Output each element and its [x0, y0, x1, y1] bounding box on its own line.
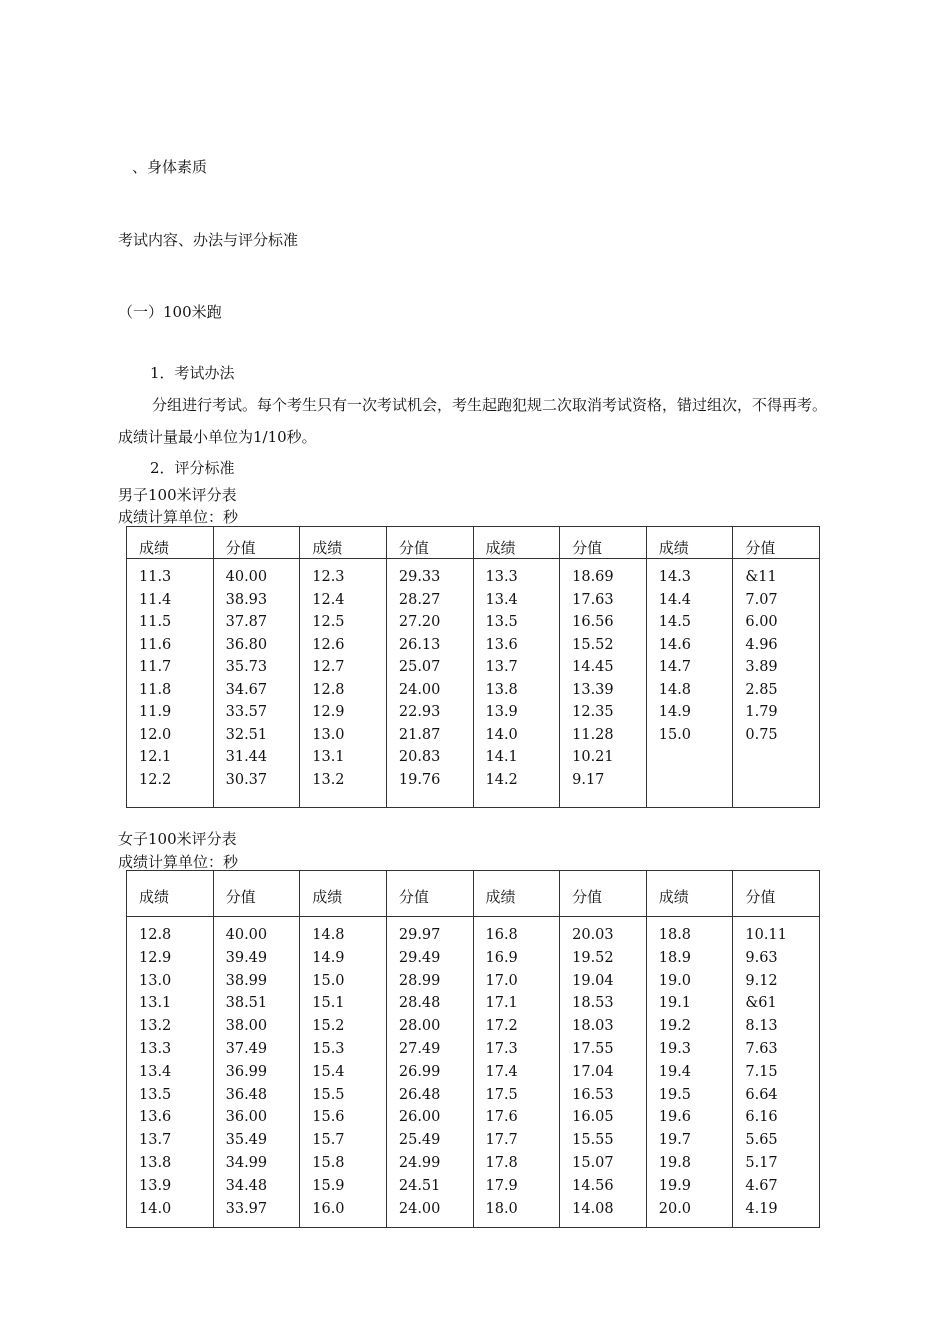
table-cell-value: 14.8 [312, 927, 345, 943]
table-cell-value: 3.89 [745, 659, 778, 675]
table-cell-value: 34.48 [225, 1177, 268, 1194]
header-cell: 成绩 [300, 527, 387, 559]
points-column [386, 559, 473, 808]
table-cell-value: 19.04 [572, 972, 614, 989]
table-cell-value: 13.4 [485, 591, 518, 608]
score-column [127, 917, 214, 1228]
table-cell-value: 5.65 [745, 1132, 778, 1149]
men-data-row [127, 559, 820, 808]
score-column [473, 559, 560, 808]
score-column [646, 917, 733, 1228]
table-cell-value: 28.48 [398, 995, 441, 1012]
table-cell-value: 12.9 [312, 704, 345, 720]
table-cell-value: 27.20 [398, 614, 441, 630]
table-cell-value: 11.5 [139, 614, 172, 630]
table-cell-value: 7.07 [745, 591, 778, 608]
table-cell-value: 13.2 [139, 1018, 172, 1035]
table-cell-value: 17.2 [485, 1018, 518, 1035]
table-cell-value: 14.08 [572, 1200, 614, 1217]
table-cell-value: 13.1 [139, 995, 172, 1012]
table-cell-value: 37.87 [225, 614, 268, 630]
header-cell: 分值 [733, 527, 820, 559]
score-column [300, 559, 387, 808]
table-cell-value: 13.9 [139, 1177, 172, 1194]
table-cell-value: 12.4 [312, 591, 345, 608]
women-unit: 成绩计算单位：秒 [118, 853, 239, 871]
table-cell-value: 13.0 [139, 972, 172, 989]
table-cell-value: 17.9 [485, 1177, 518, 1194]
table-cell-value: 34.67 [225, 681, 268, 698]
points-column [560, 917, 647, 1228]
table-cell-value: 38.00 [225, 1018, 268, 1035]
table-cell-value: 36.80 [225, 636, 268, 653]
table-cell-value: 12.3 [312, 569, 345, 585]
table-cell-value: 12.35 [572, 704, 614, 720]
table-cell-value: 12.6 [312, 636, 345, 653]
table-cell-value: 20.03 [572, 927, 614, 943]
table-cell-value: 13.2 [312, 771, 345, 788]
table-cell-value: 36.00 [225, 1109, 268, 1126]
table-cell-value: 13.4 [139, 1063, 172, 1080]
table-cell-value: 12.8 [139, 927, 172, 943]
women-table-title: 女子100米评分表 [118, 830, 237, 848]
table-cell-value: 14.1 [485, 749, 518, 765]
table-cell-value: 14.4 [658, 591, 692, 608]
points-column [213, 559, 300, 808]
table-cell-value: 17.04 [572, 1063, 614, 1080]
header-cell: 分值 [386, 527, 473, 559]
points-column [386, 917, 473, 1228]
header-cell: 成绩 [127, 871, 214, 917]
table-cell-value: 24.00 [398, 681, 441, 698]
table-cell-value: &11 [745, 569, 777, 585]
table-cell-value: 11.28 [572, 726, 614, 743]
score-column [473, 917, 560, 1228]
table-cell-value: 12.5 [312, 614, 345, 630]
table-cell-value: 11.7 [139, 659, 172, 675]
table-cell-value: 15.0 [312, 972, 345, 989]
header-cell: 分值 [733, 871, 820, 917]
table-cell-value: 24.99 [398, 1154, 441, 1171]
method-heading: 1．考试办法 [150, 364, 235, 382]
table-cell-value: 6.00 [745, 614, 778, 630]
table-cell-value: 9.17 [572, 771, 605, 788]
header-cell: 成绩 [473, 871, 560, 917]
header-cell: 成绩 [300, 871, 387, 917]
table-cell-value: 12.7 [312, 659, 345, 675]
table-cell-value: 15.9 [312, 1177, 345, 1194]
table-cell-value: 5.17 [745, 1154, 778, 1171]
table-cell-value: 2.85 [745, 681, 778, 698]
table-cell-value: 14.7 [658, 659, 692, 675]
table-cell-value: 12.9 [139, 949, 172, 966]
table-cell-value: 19.0 [658, 972, 692, 989]
points-column [733, 917, 820, 1228]
header-cell: 成绩 [127, 527, 214, 559]
table-cell-value: 19.2 [658, 1018, 692, 1035]
table-cell-value: 14.0 [139, 1200, 172, 1217]
header-cell: 成绩 [646, 527, 733, 559]
table-cell-value: 17.7 [485, 1132, 518, 1149]
table-cell-value: 17.5 [485, 1086, 518, 1103]
table-cell-value: 1.79 [745, 704, 778, 720]
table-cell-value: 11.9 [139, 704, 172, 720]
table-cell-value: 10.21 [572, 749, 614, 765]
table-cell-value: 14.8 [658, 681, 692, 698]
table-cell-value: 30.37 [225, 771, 268, 788]
table-cell-value: 14.6 [658, 636, 692, 653]
table-cell-value: 14.9 [312, 949, 345, 966]
table-cell-value: 18.53 [572, 995, 614, 1012]
table-cell-value: 15.4 [312, 1063, 345, 1080]
table-cell-value: 24.51 [398, 1177, 441, 1194]
table-cell-value: 28.27 [398, 591, 441, 608]
method-text: 分组进行考试。每个考生只有一次考试机会，考生起跑犯规二次取消考试资格，错过组次，不得再考。成绩计量最小单位为1/10秒。 [118, 396, 828, 446]
table-cell-value: 19.9 [658, 1177, 692, 1194]
table-cell-value: 18.8 [658, 927, 692, 943]
table-cell-value: 19.76 [398, 771, 441, 788]
score-column [646, 559, 733, 808]
table-cell-value: 13.9 [485, 704, 518, 720]
points-column [733, 559, 820, 808]
table-cell-value: 13.6 [139, 1109, 172, 1126]
table-cell-value: 13.1 [312, 749, 345, 765]
men-table-title: 男子100米评分表 [118, 486, 237, 504]
table-cell-value: 11.3 [139, 569, 172, 585]
table-cell-value: 28.99 [398, 972, 441, 989]
table-cell-value: 34.99 [225, 1154, 268, 1171]
table-cell-value: 17.55 [572, 1040, 614, 1057]
table-cell-value: &61 [745, 995, 777, 1012]
table-cell-value: 11.8 [139, 681, 172, 698]
table-cell-value: 15.55 [572, 1132, 614, 1149]
score-column [300, 917, 387, 1228]
table-cell-value: 33.97 [225, 1200, 268, 1217]
table-cell-value: 13.3 [139, 1040, 172, 1057]
table-cell-value: 40.00 [225, 927, 268, 943]
table-cell-value: 19.5 [658, 1086, 692, 1103]
table-cell-value: 38.93 [225, 591, 268, 608]
table-cell-value: 15.0 [658, 726, 692, 743]
table-cell-value: 14.3 [658, 569, 692, 585]
table-cell-value: 20.83 [398, 749, 441, 765]
table-cell-value: 20.0 [658, 1200, 692, 1217]
standard-heading: 2．评分标准 [150, 459, 235, 477]
points-column [560, 559, 647, 808]
table-cell-value: 13.7 [485, 659, 518, 675]
table-cell-value: 13.7 [139, 1132, 172, 1149]
table-cell-value: 9.12 [745, 972, 778, 989]
table-cell-value: 37.49 [225, 1040, 268, 1057]
women-header-row [127, 871, 820, 917]
table-cell-value: 19.4 [658, 1063, 692, 1080]
table-cell-value: 35.49 [225, 1132, 268, 1149]
table-cell-value: 13.8 [139, 1154, 172, 1171]
table-cell-value: 13.3 [485, 569, 518, 585]
table-cell-value: 15.52 [572, 636, 614, 653]
table-cell-value: 15.6 [312, 1109, 345, 1126]
table-cell-value: 18.0 [485, 1200, 518, 1217]
header-cell: 成绩 [646, 871, 733, 917]
table-cell-value: 17.63 [572, 591, 614, 608]
table-cell-value: 13.39 [572, 681, 614, 698]
table-cell-value: 13.6 [485, 636, 518, 653]
table-cell-value: 13.5 [139, 1086, 172, 1103]
table-cell-value: 11.4 [139, 591, 172, 608]
table-cell-value: 14.56 [572, 1177, 614, 1194]
table-cell-value: 40.00 [225, 569, 268, 585]
table-cell-value: 19.3 [658, 1040, 692, 1057]
event-heading: （一）100米跑 [118, 303, 222, 321]
table-cell-value: 6.16 [745, 1109, 778, 1126]
table-cell-value: 4.67 [745, 1177, 778, 1194]
header-cell: 分值 [560, 871, 647, 917]
table-cell-value: 6.64 [745, 1086, 778, 1103]
table-cell-value: 16.8 [485, 927, 518, 943]
table-cell-value: 15.8 [312, 1154, 345, 1171]
table-cell-value: 12.0 [139, 726, 172, 743]
table-cell-value: 9.63 [745, 949, 778, 966]
table-cell-value: 16.0 [312, 1200, 345, 1217]
table-cell-value: 4.19 [745, 1200, 778, 1217]
table-cell-value: 14.2 [485, 771, 518, 788]
table-cell-value: 19.52 [572, 949, 614, 966]
table-cell-value: 26.13 [398, 636, 441, 653]
table-cell-value: 7.63 [745, 1040, 778, 1057]
table-cell-value: 15.7 [312, 1132, 345, 1149]
table-cell-value: 14.45 [572, 659, 614, 675]
table-cell-value: 11.6 [139, 636, 172, 653]
women-score-table [126, 870, 820, 1228]
table-cell-value: 13.0 [312, 726, 345, 743]
table-cell-value: 19.8 [658, 1154, 692, 1171]
header-cell: 分值 [213, 527, 300, 559]
men-unit: 成绩计算单位：秒 [118, 508, 239, 526]
table-cell-value: 12.8 [312, 681, 345, 698]
table-cell-value: 38.51 [225, 995, 268, 1012]
table-cell-value: 21.87 [398, 726, 441, 743]
table-cell-value: 27.49 [398, 1040, 441, 1057]
header-cell: 分值 [213, 871, 300, 917]
table-cell-value: 26.00 [398, 1109, 441, 1126]
table-cell-value: 15.3 [312, 1040, 345, 1057]
table-cell-value: 15.2 [312, 1018, 345, 1035]
table-cell-value: 31.44 [225, 749, 268, 765]
table-cell-value: 16.9 [485, 949, 518, 966]
table-cell-value: 13.8 [485, 681, 518, 698]
table-cell-value: 17.0 [485, 972, 518, 989]
table-cell-value: 7.15 [745, 1063, 778, 1080]
table-cell-value: 19.6 [658, 1109, 692, 1126]
table-cell-value: 8.13 [745, 1018, 778, 1035]
table-cell-value: 18.9 [658, 949, 692, 966]
table-cell-value: 0.75 [745, 726, 778, 743]
table-cell-value: 19.7 [658, 1132, 692, 1149]
table-cell-value: 12.1 [139, 749, 172, 765]
table-cell-value: 15.5 [312, 1086, 345, 1103]
header-cell: 分值 [560, 527, 647, 559]
table-cell-value: 36.48 [225, 1086, 268, 1103]
table-cell-value: 12.2 [139, 771, 172, 788]
table-cell-value: 32.51 [225, 726, 268, 743]
men-score-table [126, 526, 820, 808]
table-cell-value: 10.11 [745, 927, 787, 943]
table-cell-value: 4.96 [745, 636, 778, 653]
table-cell-value: 15.1 [312, 995, 345, 1012]
women-data-row [127, 917, 820, 1228]
table-cell-value: 19.1 [658, 995, 692, 1012]
table-cell-value: 29.97 [398, 927, 441, 943]
table-cell-value: 17.4 [485, 1063, 518, 1080]
table-cell-value: 16.53 [572, 1086, 614, 1103]
subtitle: 考试内容、办法与评分标准 [118, 231, 299, 249]
table-cell-value: 15.07 [572, 1154, 614, 1171]
score-column [127, 559, 214, 808]
section-title: 、身体素质 [132, 158, 208, 176]
table-cell-value: 24.00 [398, 1200, 441, 1217]
men-header-row [127, 527, 820, 559]
table-cell-value: 17.1 [485, 995, 518, 1012]
table-cell-value: 26.48 [398, 1086, 441, 1103]
table-cell-value: 14.9 [658, 704, 692, 720]
table-cell-value: 18.69 [572, 569, 614, 585]
table-cell-value: 18.03 [572, 1018, 614, 1035]
table-cell-value: 28.00 [398, 1018, 441, 1035]
table-cell-value: 33.57 [225, 704, 268, 720]
table-cell-value: 17.8 [485, 1154, 518, 1171]
table-cell-value: 26.99 [398, 1063, 441, 1080]
table-cell-value: 16.56 [572, 614, 614, 630]
table-cell-value: 25.49 [398, 1132, 441, 1149]
points-column [213, 917, 300, 1228]
table-cell-value: 38.99 [225, 972, 268, 989]
table-cell-value: 35.73 [225, 659, 268, 675]
table-cell-value: 29.33 [398, 569, 441, 585]
table-cell-value: 17.6 [485, 1109, 518, 1126]
table-cell-value: 22.93 [398, 704, 441, 720]
table-cell-value: 25.07 [398, 659, 441, 675]
header-cell: 分值 [386, 871, 473, 917]
table-cell-value: 16.05 [572, 1109, 614, 1126]
table-cell-value: 39.49 [225, 949, 268, 966]
table-cell-value: 17.3 [485, 1040, 518, 1057]
table-cell-value: 36.99 [225, 1063, 268, 1080]
table-cell-value: 14.5 [658, 614, 692, 630]
table-cell-value: 14.0 [485, 726, 518, 743]
header-cell: 成绩 [473, 527, 560, 559]
table-cell-value: 29.49 [398, 949, 441, 966]
table-cell-value: 13.5 [485, 614, 518, 630]
